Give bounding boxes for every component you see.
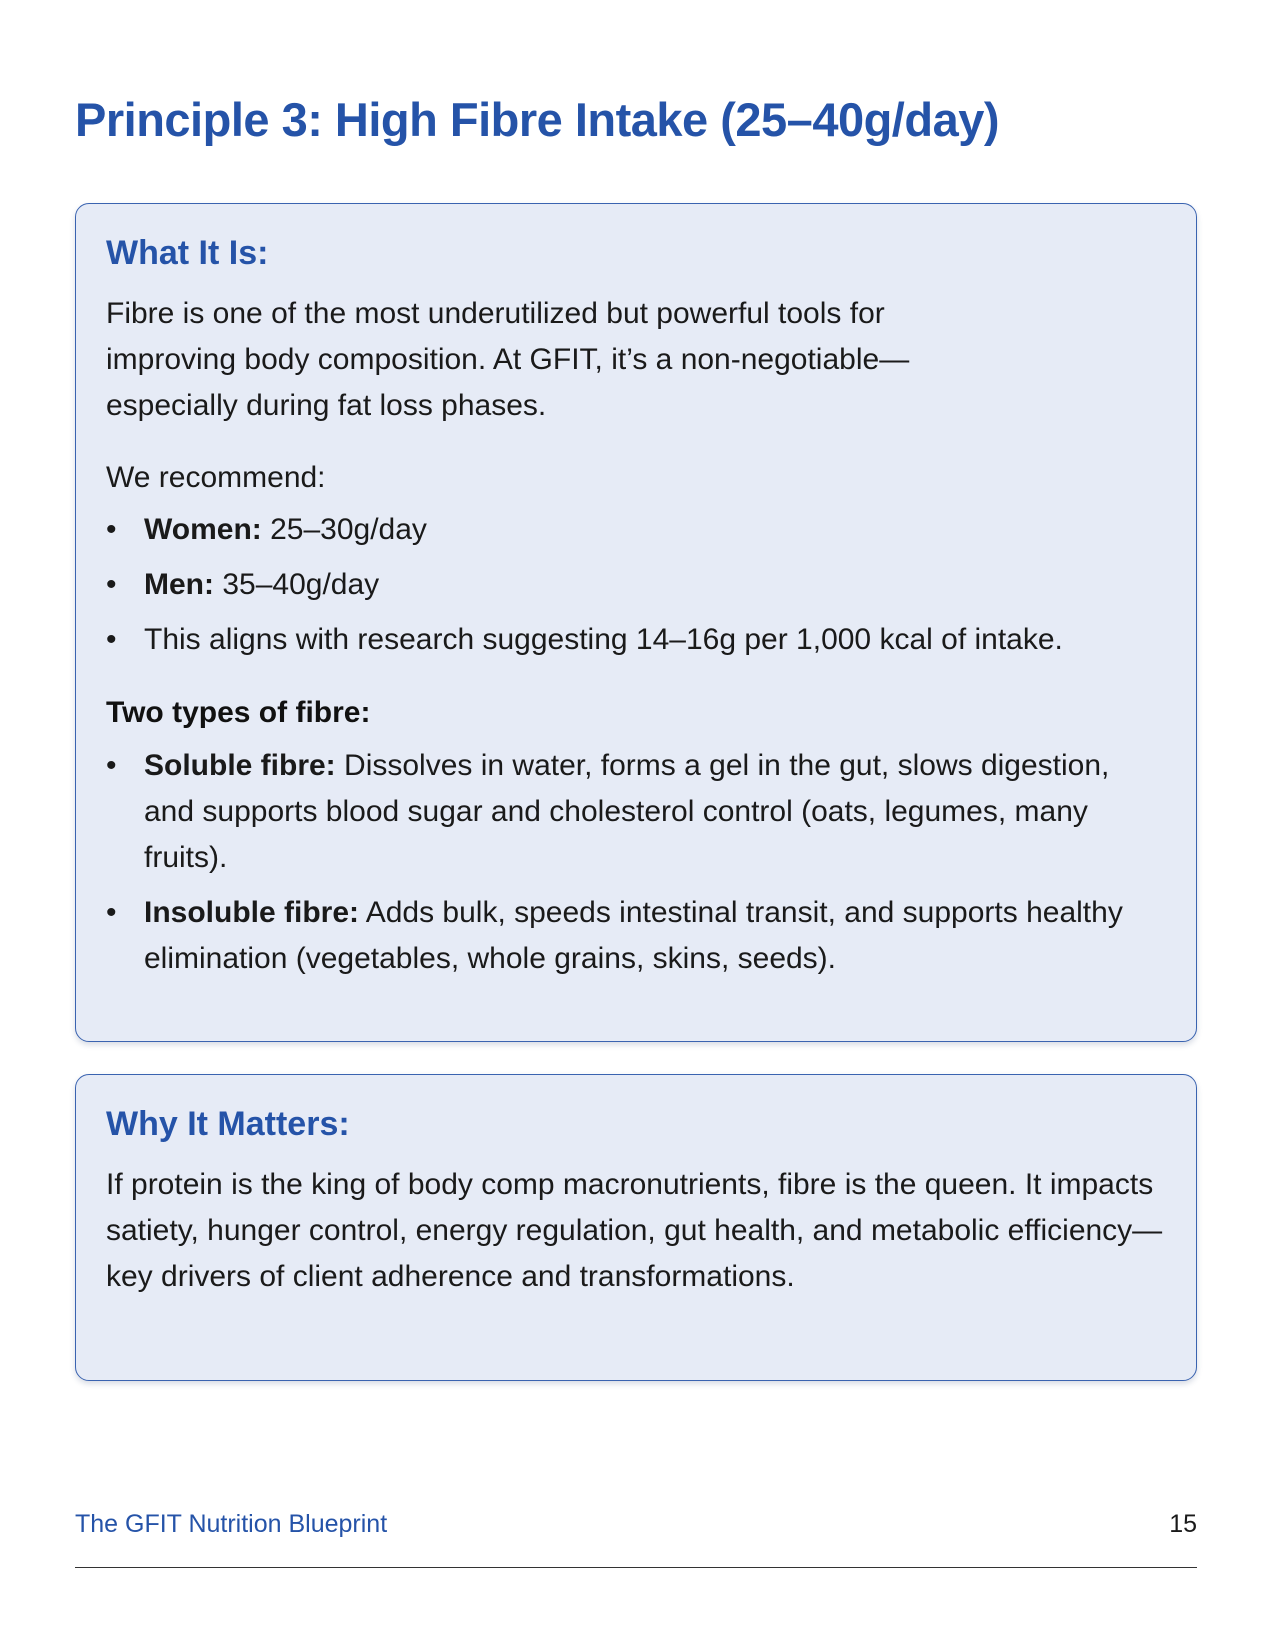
- list-item: [106, 617, 1166, 663]
- footer-doc-title: The GFIT Nutrition Blueprint: [75, 1510, 388, 1538]
- bullet-icon: •: [106, 513, 117, 547]
- page-number: 15: [1169, 1510, 1197, 1538]
- why-it-matters-heading: Why It Matters:: [106, 1105, 350, 1143]
- fibre-type-label: Insoluble fibre:: [144, 896, 360, 930]
- recommendation-list: [106, 507, 1166, 663]
- list-item: [106, 507, 1166, 553]
- recommend-lead: We recommend:: [106, 461, 326, 495]
- footer-divider: [75, 1567, 1197, 1568]
- why-it-matters-card: [75, 1074, 1197, 1381]
- fibre-types-heading: Two types of fibre:: [106, 696, 371, 730]
- what-it-is-heading: What It Is:: [106, 234, 269, 272]
- recommendation-label: Women:: [144, 513, 262, 547]
- bullet-icon: •: [106, 749, 117, 783]
- what-it-is-card: [75, 203, 1197, 1042]
- list-item: [106, 562, 1166, 608]
- bullet-icon: •: [106, 896, 117, 930]
- recommendation-text: 25–30g/day: [261, 513, 427, 547]
- fibre-type-label: Soluble fibre:: [144, 749, 336, 783]
- recommendation-text: 35–40g/day: [214, 568, 380, 602]
- fibre-type-text: Dissolves in water, forms a gel in the gut, slows digestion, and supports blood sugar and cholesterol control (oats, legumes, many fruits).: [144, 749, 1110, 875]
- list-item: [106, 890, 1166, 982]
- bullet-icon: •: [106, 568, 117, 602]
- list-item: [106, 743, 1166, 881]
- page-title: Principle 3: High Fibre Intake (25–40g/day): [75, 93, 1000, 146]
- what-it-is-paragraph: Fibre is one of the most underutilized but powerful tools for improving body composition. At GFIT, it’s a non-negotiable—especially during fat loss phases.: [106, 297, 910, 423]
- why-it-matters-paragraph: If protein is the king of body comp macronutrients, fibre is the queen. It impacts satiety, hunger control, energy regulation, gut health, and metabolic efficiency—key drivers of client adherence and transformations.: [106, 1168, 1163, 1294]
- recommendation-text: This aligns with research suggesting 14–16g per 1,000 kcal of intake.: [144, 623, 1063, 657]
- recommendation-label: Men:: [144, 568, 214, 602]
- fibre-type-text: Adds bulk, speeds intestinal transit, and supports healthy elimination (vegetables, whole grains, skins, seeds).: [144, 896, 1123, 976]
- bullet-icon: •: [106, 623, 117, 657]
- fibre-types-list: [106, 743, 1166, 982]
